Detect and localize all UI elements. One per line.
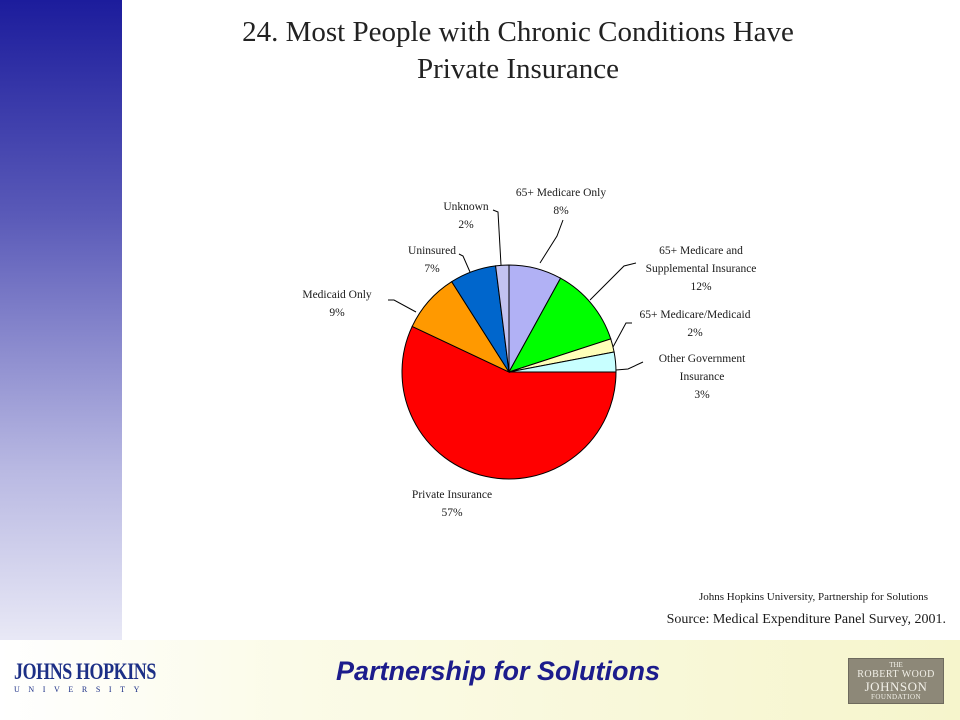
slice-value-label-4: 57%	[441, 507, 463, 519]
credit-text: Johns Hopkins University, Partnership for Solutions	[698, 591, 928, 603]
leader-line-2	[613, 323, 632, 347]
slice-label-1-line-0: 65+ Medicare and	[659, 245, 743, 257]
leader-line-5	[388, 300, 416, 312]
slice-value-label-7: 2%	[458, 219, 474, 231]
source-text: Source: Medical Expenditure Panel Survey, 2001.	[666, 612, 946, 627]
leader-line-6	[459, 254, 470, 272]
slice-label-7-line-0: Unknown	[443, 201, 489, 213]
rwj-foundation-logo	[848, 658, 944, 704]
slice-label-4-line-0: Private Insurance	[411, 489, 493, 501]
slice-label-5-line-0: Medicaid Only	[302, 289, 372, 301]
slice-value-label-6: 7%	[424, 263, 440, 275]
leader-line-1	[590, 263, 636, 300]
slice-value-label-3: 3%	[694, 389, 710, 401]
rwj-logo-line-3: FOUNDATION	[870, 693, 922, 701]
slice-label-0-line-0: 65+ Medicare Only	[515, 187, 607, 199]
pie-slices	[402, 265, 616, 479]
slice-value-label-1: 12%	[690, 281, 712, 293]
slice-label-3-line-1: Insurance	[679, 371, 725, 383]
slide-title-line-1: 24. Most People with Chronic Conditions Have	[242, 16, 794, 48]
jhu-logo-subtitle: UNIVERSITY	[14, 685, 148, 694]
leader-line-3	[616, 362, 643, 370]
slice-label-3-line-0: Other Government	[658, 353, 746, 365]
rwj-logo-line-2: JOHNSON	[864, 679, 928, 694]
rwj-logo-the: THE	[889, 661, 903, 669]
rwj-logo-line-1: ROBERT WOOD	[857, 669, 935, 680]
footer-bar	[0, 640, 960, 720]
jhu-logo-name: JOHNS HOPKINS	[14, 659, 156, 684]
leader-line-0	[540, 220, 563, 263]
slice-value-label-0: 8%	[553, 205, 569, 217]
slice-value-label-2: 2%	[687, 327, 703, 339]
slice-label-1-line-1: Supplemental Insurance	[645, 263, 757, 275]
leader-line-7	[493, 210, 501, 265]
jhu-logo	[14, 659, 156, 694]
slice-value-label-5: 9%	[329, 307, 345, 319]
slice-label-6-line-0: Uninsured	[408, 245, 456, 257]
footer-title: Partnership for Solutions	[336, 656, 661, 686]
slice-label-2-line-0: 65+ Medicare/Medicaid	[639, 309, 751, 321]
slide-title-line-2: Private Insurance	[416, 53, 620, 85]
